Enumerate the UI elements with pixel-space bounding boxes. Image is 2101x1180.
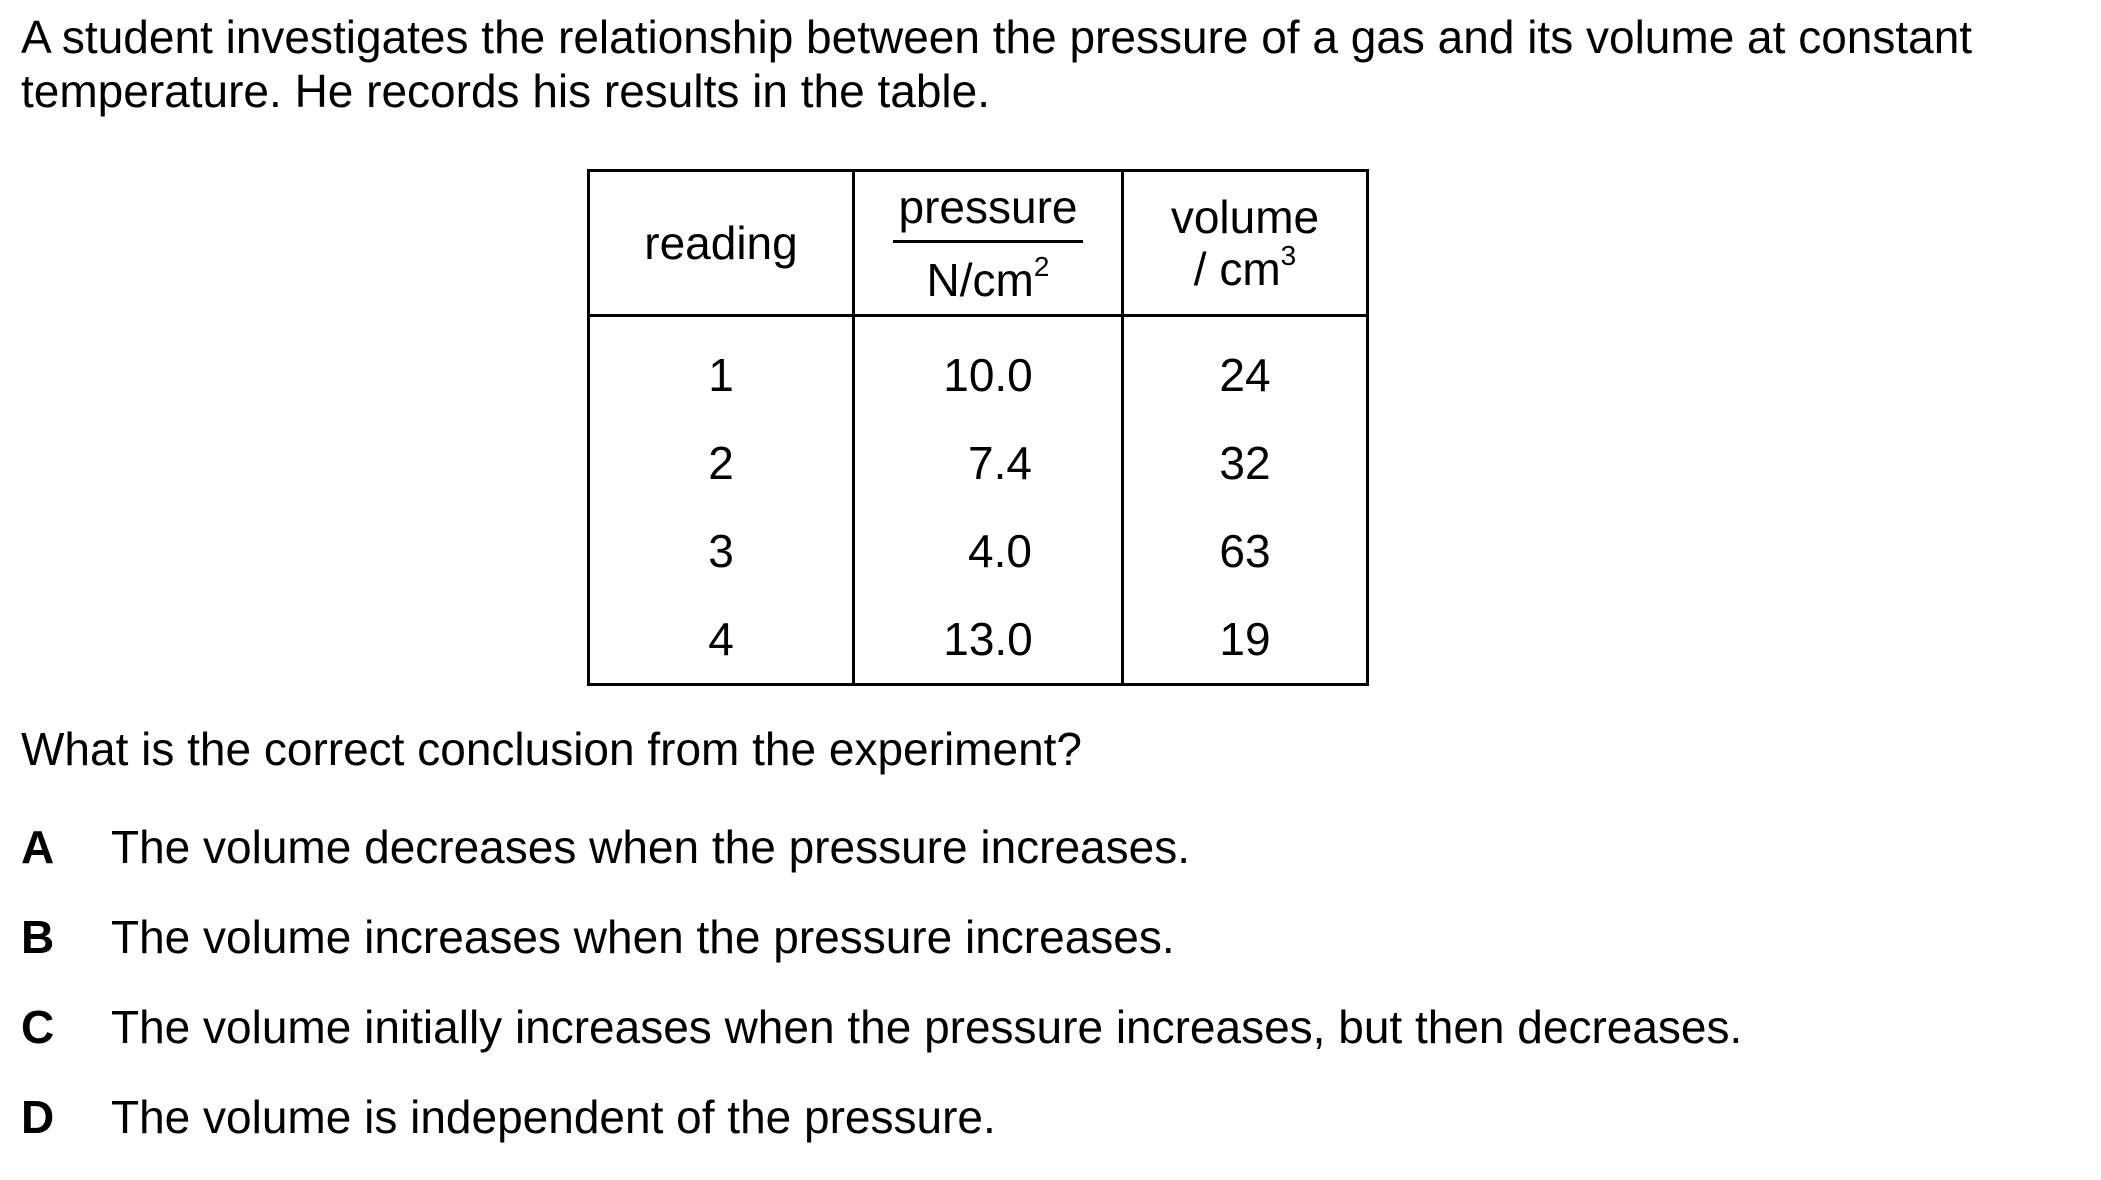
option-b[interactable] (21, 910, 1742, 1000)
table-row (589, 419, 1368, 507)
question-text: What is the correct conclusion from the experiment? (21, 723, 1083, 775)
intro-line-1: A student investigates the relationship between the pressure of a gas and its volume at constant (21, 11, 1973, 63)
cell-pressure: 10.0 (854, 316, 1123, 420)
pressure-unit-text: N/cm (926, 253, 1034, 306)
table-header-row (589, 171, 1368, 316)
option-letter: D (21, 1091, 55, 1143)
table-row (589, 507, 1368, 595)
table-row (589, 316, 1368, 420)
cell-volume: 63 (1123, 507, 1368, 595)
cell-volume: 19 (1123, 595, 1368, 685)
option-text: The volume initially increases when the pressure increases, but then decreases. (111, 1001, 1743, 1053)
pressure-unit-exponent: 2 (1033, 250, 1050, 282)
pressure-label: pressure (893, 180, 1084, 243)
cell-pressure: 7.4 (854, 419, 1123, 507)
header-volume (1123, 171, 1368, 316)
option-letter: B (21, 911, 55, 963)
option-text: The volume is independent of the pressure. (111, 1091, 996, 1143)
cell-pressure: 13.0 (854, 595, 1123, 685)
option-d[interactable] (21, 1090, 1742, 1180)
pressure-fraction (893, 180, 1084, 307)
intro-line-2: temperature. He records his results in the table. (21, 65, 991, 117)
results-table (587, 169, 1369, 686)
cell-volume: 24 (1123, 316, 1368, 420)
header-pressure (854, 171, 1123, 316)
option-letter: A (21, 821, 55, 873)
option-letter: C (21, 1001, 55, 1053)
volume-unit-text: / cm (1193, 243, 1281, 295)
answer-options (21, 820, 1742, 1180)
option-c[interactable] (21, 1000, 1742, 1090)
table-row (589, 595, 1368, 685)
cell-pressure: 4.0 (854, 507, 1123, 595)
cell-reading: 3 (589, 507, 854, 595)
pressure-unit (893, 243, 1084, 307)
cell-reading: 1 (589, 316, 854, 420)
option-text: The volume increases when the pressure increases. (111, 911, 1175, 963)
cell-reading: 2 (589, 419, 854, 507)
volume-unit-exponent: 3 (1280, 240, 1297, 271)
volume-unit (1124, 240, 1366, 295)
option-a[interactable] (21, 820, 1742, 910)
cell-reading: 4 (589, 595, 854, 685)
header-reading: reading (589, 171, 854, 316)
cell-volume: 32 (1123, 419, 1368, 507)
option-text: The volume decreases when the pressure increases. (111, 821, 1191, 873)
intro-text (21, 10, 2081, 118)
volume-label: volume (1170, 191, 1320, 243)
